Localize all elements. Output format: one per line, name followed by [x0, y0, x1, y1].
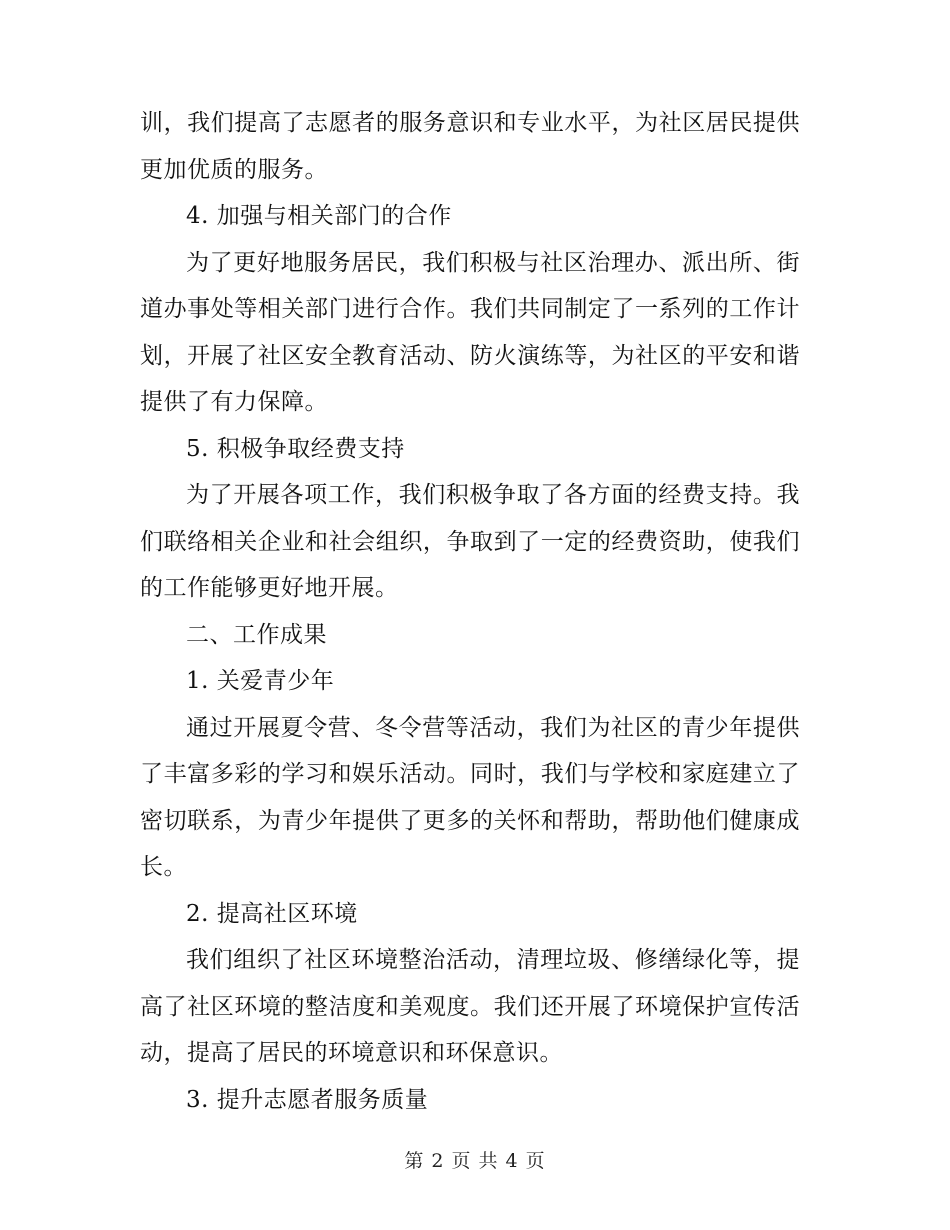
section-heading-2: 2. 提高社区环境	[186, 900, 358, 927]
paragraph-continuation: 训，我们提高了志愿者的服务意识和专业水平，为社区居民提供更加优质的服务。	[140, 110, 800, 183]
document-body	[140, 100, 800, 1123]
paragraph-environment: 我们组织了社区环境整治活动，清理垃圾、修缮绿化等，提高了社区环境的整洁度和美观度。我们还开展了环境保护宣传活动，提高了居民的环境意识和环保意识。	[140, 947, 800, 1066]
section-heading-5: 5. 积极争取经费支持	[186, 435, 405, 462]
paragraph-cooperation: 为了更好地服务居民，我们积极与社区治理办、派出所、街道办事处等相关部门进行合作。我们共同制定了一系列的工作计划，开展了社区安全教育活动、防火演练等，为社区的平安和谐提供了有力保障。	[140, 249, 800, 415]
chapter-heading-results: 二、工作成果	[186, 621, 327, 648]
paragraph-funding: 为了开展各项工作，我们积极争取了各方面的经费支持。我们联络相关企业和社会组织，争取到了一定的经费资助，使我们的工作能够更好地开展。	[140, 482, 800, 601]
section-heading-3: 3. 提升志愿者服务质量	[186, 1086, 429, 1113]
page-number-footer: 第 2 页 共 4 页	[404, 1150, 546, 1172]
section-heading-4: 4. 加强与相关部门的合作	[186, 203, 452, 229]
paragraph-youth: 通过开展夏令营、冬令营等活动，我们为社区的青少年提供了丰富多彩的学习和娱乐活动。同时，我们与学校和家庭建立了密切联系，为青少年提供了更多的关怀和帮助，帮助他们健康成长。	[140, 714, 800, 880]
section-heading-1: 1. 关爱青少年	[186, 668, 335, 694]
